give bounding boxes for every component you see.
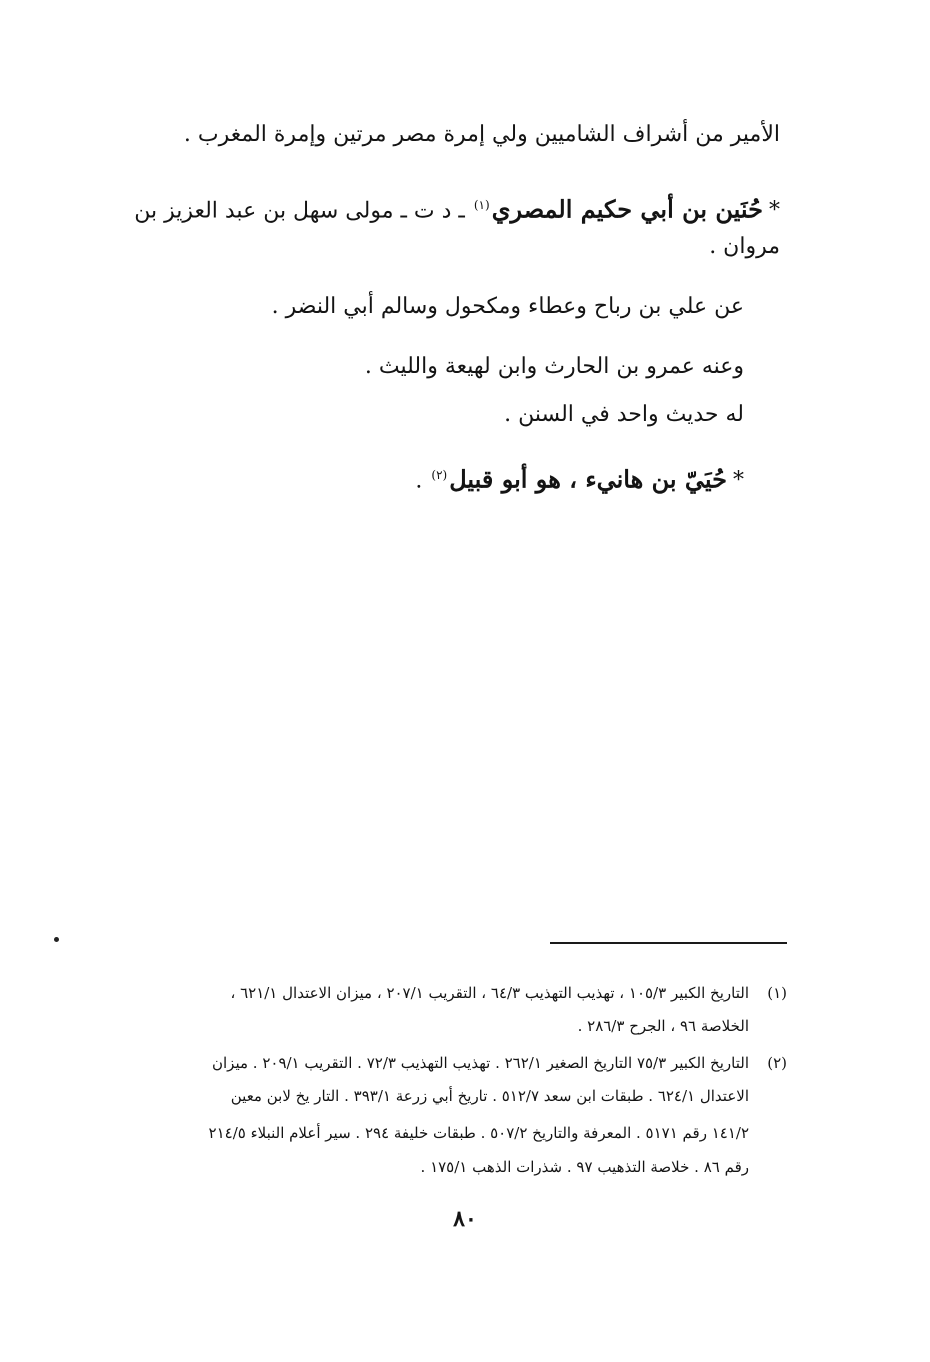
footnote-line: ١٤١/٢ رقم ٥١٧١ . المعرفة والتاريخ ٥٠٧/٢ . طبقات خليفة ٢٩٤ . سير أعلام النبلاء ٢١٤/٥: [208, 1124, 749, 1142]
footnote-ref-2: (٢): [431, 468, 448, 482]
footnote-ref-1: (١): [473, 198, 490, 212]
footnote-number: (٢): [767, 1054, 787, 1072]
page-number: ٨٠: [453, 1206, 477, 1232]
footnote-2: [142, 1052, 787, 1182]
footnote-number: (١): [767, 984, 787, 1002]
footnote-separator: [550, 942, 787, 944]
footnote-line: الاعتدال ٦٢٤/١ . طبقات ابن سعد ٥١٢/٧ . تاريخ أبي زرعة ٣٩٣/١ . التار يخ لابن معين: [230, 1087, 749, 1105]
entry-huyayy: [415, 460, 744, 496]
body-line-narrated-by: وعنه عمرو بن الحارث وابن لهيعة والليث .: [364, 354, 744, 379]
body-line-emir: الأمير من أشراف الشاميين ولي إمرة مصر مرتين وإمرة المغرب .: [183, 122, 780, 147]
stray-dot-mark: [54, 937, 59, 942]
entry-hunayn-continued: مروان .: [709, 234, 780, 259]
footnote-line: التاريخ الكبير ٧٥/٣ التاريخ الصغير ٢٦٢/١ . تهذيب التهذيب ٧٢/٣ . التقريب ٢٠٩/١ . ميزان: [212, 1054, 749, 1072]
entry-name-huyayy: حُيَيّ بن هانيء ، هو أبو قبيل: [449, 464, 727, 494]
footnote-line: التاريخ الكبير ١٠٥/٣ ، تهذيب التهذيب ٦٤/٣ ، التقريب ٢٠٧/١ ، ميزان الاعتدال ٦٢١/١ ،: [230, 984, 749, 1002]
entry-name-hunayn: حُنَين بن أبي حكيم المصري: [491, 194, 763, 224]
footnote-line: الخلاصة ٩٦ ، الجرح ٢٨٦/٣ .: [577, 1017, 749, 1035]
body-line-hadith-count: له حديث واحد في السنن .: [504, 402, 744, 427]
body-line-narrated-from: عن علي بن رباح وعطاء ومكحول وسالم أبي النضر .: [271, 294, 744, 319]
entry-marker: *: [733, 468, 744, 494]
footnote-line: رقم ٨٦ . خلاصة التذهيب ٩٧ . شذرات الذهب ١٧٥/١ .: [420, 1158, 749, 1176]
footnote-1: [142, 982, 787, 1035]
entry-huyayy-rest: .: [415, 468, 423, 494]
entry-hunayn-rest: ـ د ت ـ مولى سهل بن عبد العزيز بن: [134, 198, 465, 224]
entry-hunayn: [134, 190, 780, 226]
entry-marker: *: [769, 198, 780, 224]
